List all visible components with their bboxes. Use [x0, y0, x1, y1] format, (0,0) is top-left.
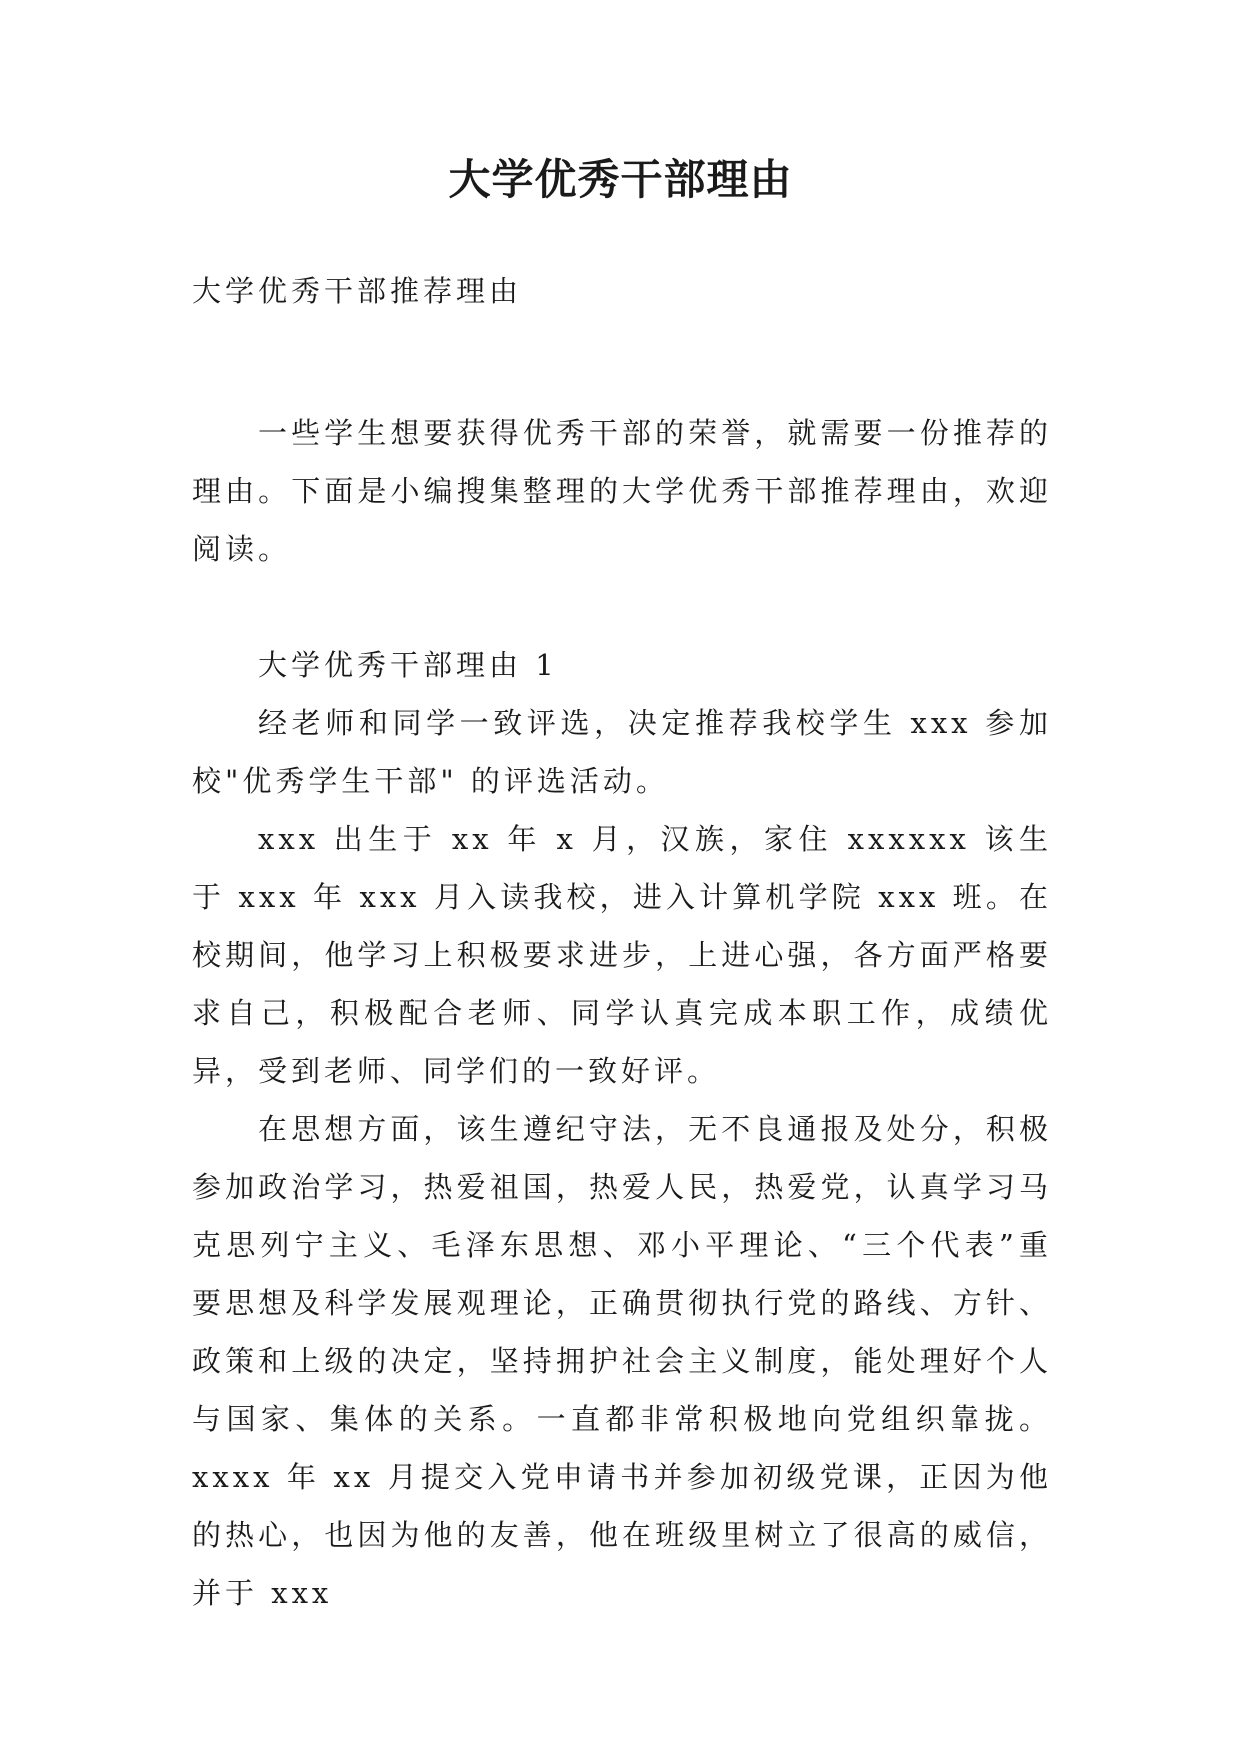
section-heading: 大学优秀干部理由 1	[258, 648, 558, 682]
body-paragraph: xxx 出生于 xx 年 x 月，汉族，家住 xxxxxx 该生于 xxx 年 xxx 月入读我校，进入计算机学院 xxx 班。在校期间，他学习上积极要求进步，上进心强，各方面严格要求自己，积极配合老师、同学认真完成本职工作，成绩优异，受到老师、同学们的一致好评。	[192, 822, 1052, 1088]
intro-paragraph: 一些学生想要获得优秀干部的荣誉，就需要一份推荐的理由。下面是小编搜集整理的大学优秀干部推荐理由，欢迎阅读。	[192, 416, 1052, 566]
body-paragraph: 经老师和同学一致评选，决定推荐我校学生 xxx 参加校"优秀学生干部" 的评选活动。	[192, 706, 1052, 798]
body-paragraph: 在思想方面，该生遵纪守法，无不良通报及处分，积极参加政治学习，热爱祖国，热爱人民，热爱党，认真学习马克思列宁主义、毛泽东思想、邓小平理论、“三个代表”重要思想及科学发展观理论，正确贯彻执行党的路线、方针、政策和上级的决定，坚持拥护社会主义制度，能处理好个人与国家、集体的关系。一直都非常积极地向党组织靠拢。xxxx 年 xx 月提交入党申请书并参加初级党课，正因为他的热心，也因为他的友善，他在班级里树立了很高的威信，并于 xxx	[192, 1112, 1052, 1610]
document-subtitle: 大学优秀干部推荐理由	[192, 274, 523, 308]
document-title: 大学优秀干部理由	[448, 155, 793, 204]
